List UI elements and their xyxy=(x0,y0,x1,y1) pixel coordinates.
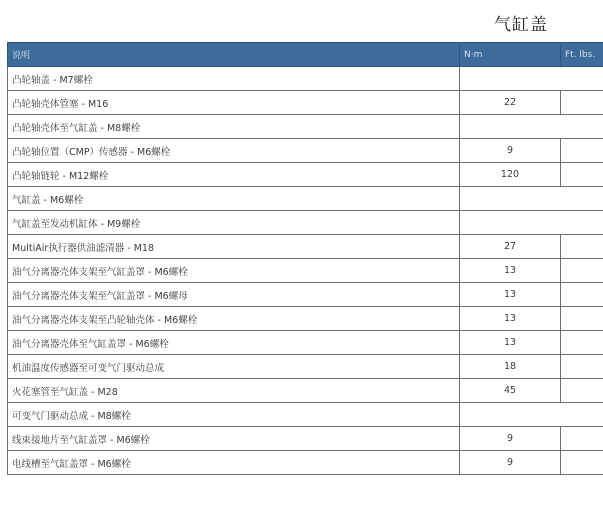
row-torque-ft-lbs xyxy=(561,331,603,355)
row-description: 油气分离器壳体支架至凸轮轴壳体 - M6螺栓 xyxy=(8,307,460,331)
table-row xyxy=(8,451,603,475)
table-row xyxy=(8,235,603,259)
row-torque-merged xyxy=(460,403,603,427)
row-torque-ft-lbs xyxy=(561,379,603,403)
row-torque-nm: 45 xyxy=(460,379,561,403)
table-row xyxy=(8,115,603,139)
row-torque-nm: 9 xyxy=(460,451,561,475)
row-torque-nm: 13 xyxy=(460,259,561,283)
row-description: 凸轮轴链轮 - M12螺栓 xyxy=(8,163,460,187)
table-row xyxy=(8,139,603,163)
row-torque-merged xyxy=(460,67,603,91)
row-torque-nm: 13 xyxy=(460,307,561,331)
row-torque-nm: 13 xyxy=(460,283,561,307)
row-description: 油气分离器壳体支架至气缸盖罩 - M6螺母 xyxy=(8,283,460,307)
row-description: 电线槽至气缸盖罩 - M6螺栓 xyxy=(8,451,460,475)
row-description: 气缸盖至发动机缸体 - M9螺栓 xyxy=(8,211,460,235)
row-torque-nm: 27 xyxy=(460,235,561,259)
row-description: 油气分离器壳体至气缸盖罩 - M6螺栓 xyxy=(8,331,460,355)
row-torque-merged xyxy=(460,115,603,139)
row-description: 火花塞管至气缸盖 - M28 xyxy=(8,379,460,403)
table-row xyxy=(8,187,603,211)
row-torque-ft-lbs xyxy=(561,427,603,451)
row-description: 凸轮轴位置（CMP）传感器 - M6螺栓 xyxy=(8,139,460,163)
torque-spec-table xyxy=(7,42,603,475)
row-torque-ft-lbs xyxy=(561,355,603,379)
row-torque-nm: 22 xyxy=(460,91,561,115)
row-torque-ft-lbs xyxy=(561,139,603,163)
table-row xyxy=(8,259,603,283)
row-torque-merged xyxy=(460,187,603,211)
row-torque-ft-lbs xyxy=(561,91,603,115)
row-torque-nm: 9 xyxy=(460,427,561,451)
table-row xyxy=(8,91,603,115)
header-description: 说明 xyxy=(8,43,460,67)
row-description: 凸轮轴壳体管塞 - M16 xyxy=(8,91,460,115)
row-torque-nm: 13 xyxy=(460,331,561,355)
table-row xyxy=(8,355,603,379)
row-torque-ft-lbs xyxy=(561,451,603,475)
row-description: 凸轮轴壳体至气缸盖 - M8螺栓 xyxy=(8,115,460,139)
row-description: 可变气门驱动总成 - M8螺栓 xyxy=(8,403,460,427)
row-description: 线束接地片至气缸盖罩 - M6螺栓 xyxy=(8,427,460,451)
table-row xyxy=(8,403,603,427)
row-torque-ft-lbs xyxy=(561,307,603,331)
table-row xyxy=(8,211,603,235)
table-row xyxy=(8,307,603,331)
table-body xyxy=(8,67,603,475)
row-torque-ft-lbs xyxy=(561,283,603,307)
row-torque-nm: 9 xyxy=(460,139,561,163)
table-row xyxy=(8,163,603,187)
row-torque-ft-lbs xyxy=(561,163,603,187)
table-row xyxy=(8,283,603,307)
row-torque-nm: 18 xyxy=(460,355,561,379)
header-ft-lbs: Ft. lbs. xyxy=(561,43,603,67)
row-torque-ft-lbs xyxy=(561,259,603,283)
header-nm: N·m xyxy=(460,43,561,67)
row-torque-ft-lbs xyxy=(561,235,603,259)
table-row xyxy=(8,67,603,91)
table-row xyxy=(8,379,603,403)
page-title: 气缸盖 xyxy=(494,15,548,35)
row-description: 机油温度传感器至可变气门驱动总成 xyxy=(8,355,460,379)
table-header-row xyxy=(8,43,603,67)
row-description: MultiAir执行器供油滤清器 - M18 xyxy=(8,235,460,259)
table-row xyxy=(8,427,603,451)
row-torque-merged xyxy=(460,211,603,235)
row-description: 凸轮轴盖 - M7螺栓 xyxy=(8,67,460,91)
row-description: 油气分离器壳体支架至气缸盖罩 - M6螺栓 xyxy=(8,259,460,283)
row-description: 气缸盖 - M6螺栓 xyxy=(8,187,460,211)
row-torque-nm: 120 xyxy=(460,163,561,187)
table-row xyxy=(8,331,603,355)
